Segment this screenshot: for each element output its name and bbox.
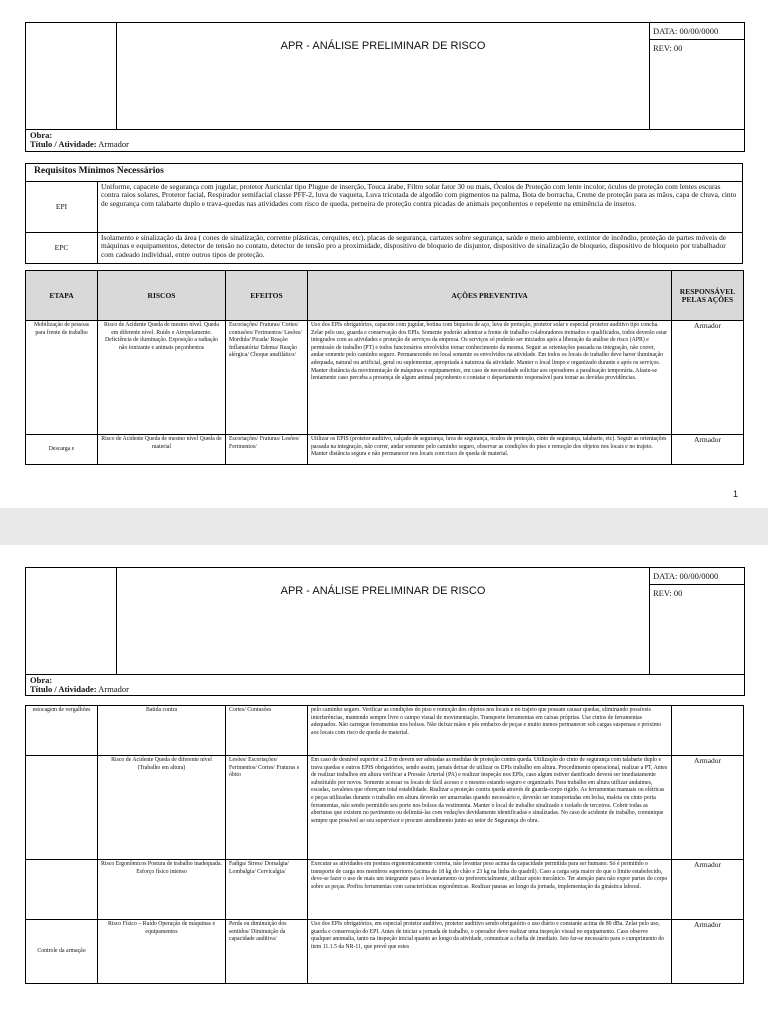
- epc-text: Isolamento e sinalização da área ( cones de sinalização, corrente plásticas, cerquites, etc), placas de segurança, cartazes sobre segurança, saúde e meio ambiente, extintor de incêndio, proteção de partes móveis de máquinas e equipamentos, detector de tensão no contato, detector de tensão pro a proximidade, dispositivo de bloqueio de disjuntor, dispositivo de sinalização de bloqueio, dispositivo de bloqueio por trabalhador com cadeado individual, entre outros tipos de proteção.: [98, 233, 743, 264]
- riscos-cell: Batida contra: [98, 706, 226, 756]
- riscos-cell: Risco Físico – Ruído Operação de máquinas e equipamentos: [98, 920, 226, 984]
- requirements-table: [25, 163, 743, 264]
- acoes-cell: Utilizar os EPIS (protetor auditivo, calçado de segurança, luva de segurança, óculos de proteção, cinto de segurança, talabarte, etc). Seguir as orientações passada na integração, não correr, andar somente pelo caminho seguro, observar as condições do piso e remoção dos objetos nos locais e no trajeto. Manter distância segura e não permanecer nos locais com risco de queda de material.: [308, 435, 672, 465]
- logo-area: [26, 23, 117, 129]
- obra-label: Obra:: [30, 675, 53, 685]
- titulo-line: [30, 140, 129, 149]
- epi-text: Uniforme, capacete de segurança com jugular, protetor Auricular tipo Plugue de inserção, Touca árabe, Filtro solar fator 30 ou mais, Óculos de Proteção com lente incolor, óculos de proteção com lentes escuras contra raios solares, Protetor facial, Respirador semifacial classe PFF-2, luva de vaqueta, Luva tricotada de algodão com pigmentos na palma, Bota de borracha, Creme de proteção para as mãos, capa de chuva, cinto de segurança com talabarte duplo e trava-quedas nas atividades com risco de queda, perneira de proteção contra picadas de animais peçonhentos e repelente na eminência de insetos.: [98, 182, 743, 233]
- requirements-heading: Requisitos Mínimos Necessários: [26, 164, 743, 182]
- col-etapa-header: ETAPA: [26, 271, 98, 321]
- efeitos-cell: Fadiga/ Stress/ Dorsalgia/ Lombalgia/ Cervicalgia/: [226, 860, 308, 920]
- titulo-line: [30, 685, 129, 694]
- risk-table-page-1: [25, 270, 744, 465]
- col-responsavel-header: RESPONSÁVEL PELAS AÇÕES: [672, 271, 744, 321]
- responsavel-cell: [672, 706, 744, 756]
- header-meta: [649, 568, 744, 674]
- risk-table-page-2: [25, 705, 744, 984]
- logo-area: [26, 568, 117, 674]
- responsavel-cell: Armador: [672, 756, 744, 860]
- acoes-cell: Executar as atividades em postura ergonomicamente correta, não levantar peso acima da capacidade permitida para ser humano. Só é permitido o transporte de carga nos membros superiores (acima de 18 kg do chão e 23 kg na linha do quadril). Caso a carga seja maior do que o limite estabelecido, deve-se fazer o uso de mais um integrante para o levantamento ou preferencialmente, utilizar apoio mecânico. Ter atenção para não expor partes do corpo sobre as peças. Prefira ferramentas com características ergonômicas. Realizar pausas ao longo da jornada, implementação da ginástica laboral.: [308, 860, 672, 920]
- col-efeitos-header: EFEITOS: [226, 271, 308, 321]
- efeitos-cell: Cortes/ Contusões: [226, 706, 308, 756]
- efeitos-cell: Perda ou diminuição dos sentidos/ Diminuição da capacidade auditiva/: [226, 920, 308, 984]
- epi-label: EPI: [26, 182, 98, 233]
- riscos-cell: Risco de Acidente Queda de mesmo nível. Queda em diferente nível. Ruído e Atropelamento. Deficiência de iluminação. Exposição a radiação não ionizante e animais peçonhentos: [98, 321, 226, 435]
- date-field: DATA: 00/00/0000: [650, 568, 744, 585]
- col-acoes-header: AÇÕES PREVENTIVA: [308, 271, 672, 321]
- table-row: [26, 321, 744, 435]
- obra-label: Obra:: [30, 130, 53, 140]
- document-page-1: [0, 0, 768, 508]
- page-number: 1: [732, 489, 738, 499]
- epc-label: EPC: [26, 233, 98, 264]
- riscos-cell: Risco Ergonômicos Postura de trabalho inadequada. Esforço físico intenso: [98, 860, 226, 920]
- titulo-label: Título / Atividade:: [30, 139, 97, 149]
- acoes-cell: pelo caminho seguro. Verificar as condições do piso e remoção dos objetos nos locais e no trajeto que possam causar quedas, eliminando possíveis interferências, mantendo sempre livre o campo visual de movimentação. Transporte ferramentas em caixas próprias. Use cintos de ferramentas adequados. Não carregue ferramentas nos bolsos. Não deixar mãos e pés embaixo de peças e muito menos permanecer sob cargas suspensas e próximo aos locais com risco de queda de material.: [308, 706, 672, 756]
- revision-field: REV: 00: [653, 43, 683, 53]
- responsavel-cell: Armador: [672, 435, 744, 465]
- etapa-cell: estocagem de vergalhões: [26, 706, 98, 756]
- etapa-cell: [26, 756, 98, 860]
- form-header: [25, 22, 745, 152]
- form-title: APR - ANÁLISE PRELIMINAR DE RISCO: [280, 585, 486, 597]
- acoes-cell: Uso dos EPIs obrigatórios, em especial protetor auditivo, protetor auditivo sendo obrigatório o uso diário e constante acima de 80 dBa. Zelar pelo uso, guarda e conservação do EPI. Antes de iniciar a jornada de trabalho, o operador deve realizar uma inspeção visual no equipamento. Caso observe qualquer anomalia, tanto na inspeção inicial quanto ao longo da atividade, comunicar a chefia de imediato. Isto far-se necessário para o cumprimento do item 11.1.5 da NR-11, que prevê que estes: [308, 920, 672, 984]
- col-riscos-header: RISCOS: [98, 271, 226, 321]
- form-title: APR - ANÁLISE PRELIMINAR DE RISCO: [280, 40, 486, 52]
- date-field: DATA: 00/00/0000: [650, 23, 744, 40]
- responsavel-cell: Armador: [672, 321, 744, 435]
- titulo-label: Título / Atividade:: [30, 684, 97, 694]
- table-row: [26, 706, 744, 756]
- etapa-cell: [26, 860, 98, 920]
- responsavel-cell: Armador: [672, 860, 744, 920]
- etapa-cell: Mobilização de pessoas para frente de trabalho: [26, 321, 98, 435]
- document-page-2: [0, 545, 768, 1024]
- acoes-cell: Em caso de desnível superior a 2.0 m devem ser adotadas as medidas de proteção contra queda. Utilização do cinto de segurança com talabarte duplo e trava quedas e outros EPIS obrigatórios, sendo assim, jamais deixar de utilizar os EPIs trabalho em altura. Procedimento operacional, realizar a PT, Antes de realizar trabalhos em altura verificar a Pressão Arterial (PA) e realizar inspeção nos EPIs, caso algum estiver danificado deverá ser imediatamente substituído por novos. Somente acessar os locais de fácil acesso e o mesmo estando seguro e organizado. Para trabalho em altura utilizar andaimes, escadas, cavaletes que ofereçam total estabilidade. Realizar a proteção contra queda através de guarda-corpo rígido. As ferramentas manuais ou elétricas e peças utilizadas durante o trabalho em altura deverão ser amarradas quando necessário e, deverão ser transportadas em bolsa, maleta ou cinto porta ferramentas, não sendo permitido seu porte nos bolsos da vestimenta. Manter o local de trabalho sinalizado e isolado de terceiros. Cobrir todas as aberturas que existem no pavimento ou delimitá-las com vedações devidamente identificadas e sinalizadas. No caso de acidente de trabalho, comunique sempre que possível ao seu supervisor e procure atendimento junto ao setor de Segurança do obra.: [308, 756, 672, 860]
- responsavel-cell: Armador: [672, 920, 744, 984]
- acoes-cell: Uso dos EPIs obrigatórios, capacete com jugular, botina com biqueira de aço, luva de proteção, protetor solar e especial protetor auditivo tipo concha. Zelar pelo uso, guarda e conservação dos EPIs. Somente poderão adentrar a frente de trabalho colaboradores treinados e qualificados, todos deverão estar integrados com as atividades e proteção de serviços da empresa. Os serviços só poderão ser iniciados após a liberação da análise de risco (APR) e permissão de trabalho (PT) e todos funcionários envolvidos tomar conhecimento da mesma. Seguir as orientações passada na integração, não correr, andar somente pelo caminho seguro. Permanecendo no local somente os envolvidos na atividade. Em todos os locais de trabalho deve haver iluminação adequada, natural ou artificial, geral ou suplementar, apropriada à natureza da atividade. Manter o local limpo e organizado durante e após os serviços. Manter distância da movimentação de máquinas e equipamentos, em caso de necessidade solicitar aos operadores a paralisação temporária. Afaste-se lentamente caso perceba a presença de algum animal peçonhento e contatar o departamento responsável para tomar as devidas providências.: [308, 321, 672, 435]
- efeitos-cell: Escoriações/ Fraturas/ Cortes/ contusões/ Ferimentos/ Lesões/ Mordida/ Picada/ Reação Inflamatória/ Edema/ Reação alérgica/ Choque anafilático/: [226, 321, 308, 435]
- etapa-cell: Controle da armação: [26, 920, 98, 984]
- etapa-cell: Descarga e: [26, 435, 98, 465]
- riscos-cell: Risco de Acidente Queda de mesmo nível Queda de material: [98, 435, 226, 465]
- table-row: [26, 435, 744, 465]
- efeitos-cell: Escoriações/ Fraturas/ Lesões/ Ferimentos/: [226, 435, 308, 465]
- table-row: [26, 860, 744, 920]
- riscos-cell: Risco de Acidente Queda de diferente nível (Trabalho em altura): [98, 756, 226, 860]
- header-meta: [649, 23, 744, 129]
- efeitos-cell: Lesões/ Escoriações/ Ferimentos/ Cortes/ Fraturas e óbito: [226, 756, 308, 860]
- revision-field: REV: 00: [653, 588, 683, 598]
- titulo-value: Armador: [98, 684, 129, 694]
- header-divider: [26, 129, 744, 130]
- table-row: [26, 920, 744, 984]
- table-row: [26, 756, 744, 860]
- header-divider: [26, 674, 744, 675]
- form-header: [25, 567, 745, 696]
- titulo-value: Armador: [98, 139, 129, 149]
